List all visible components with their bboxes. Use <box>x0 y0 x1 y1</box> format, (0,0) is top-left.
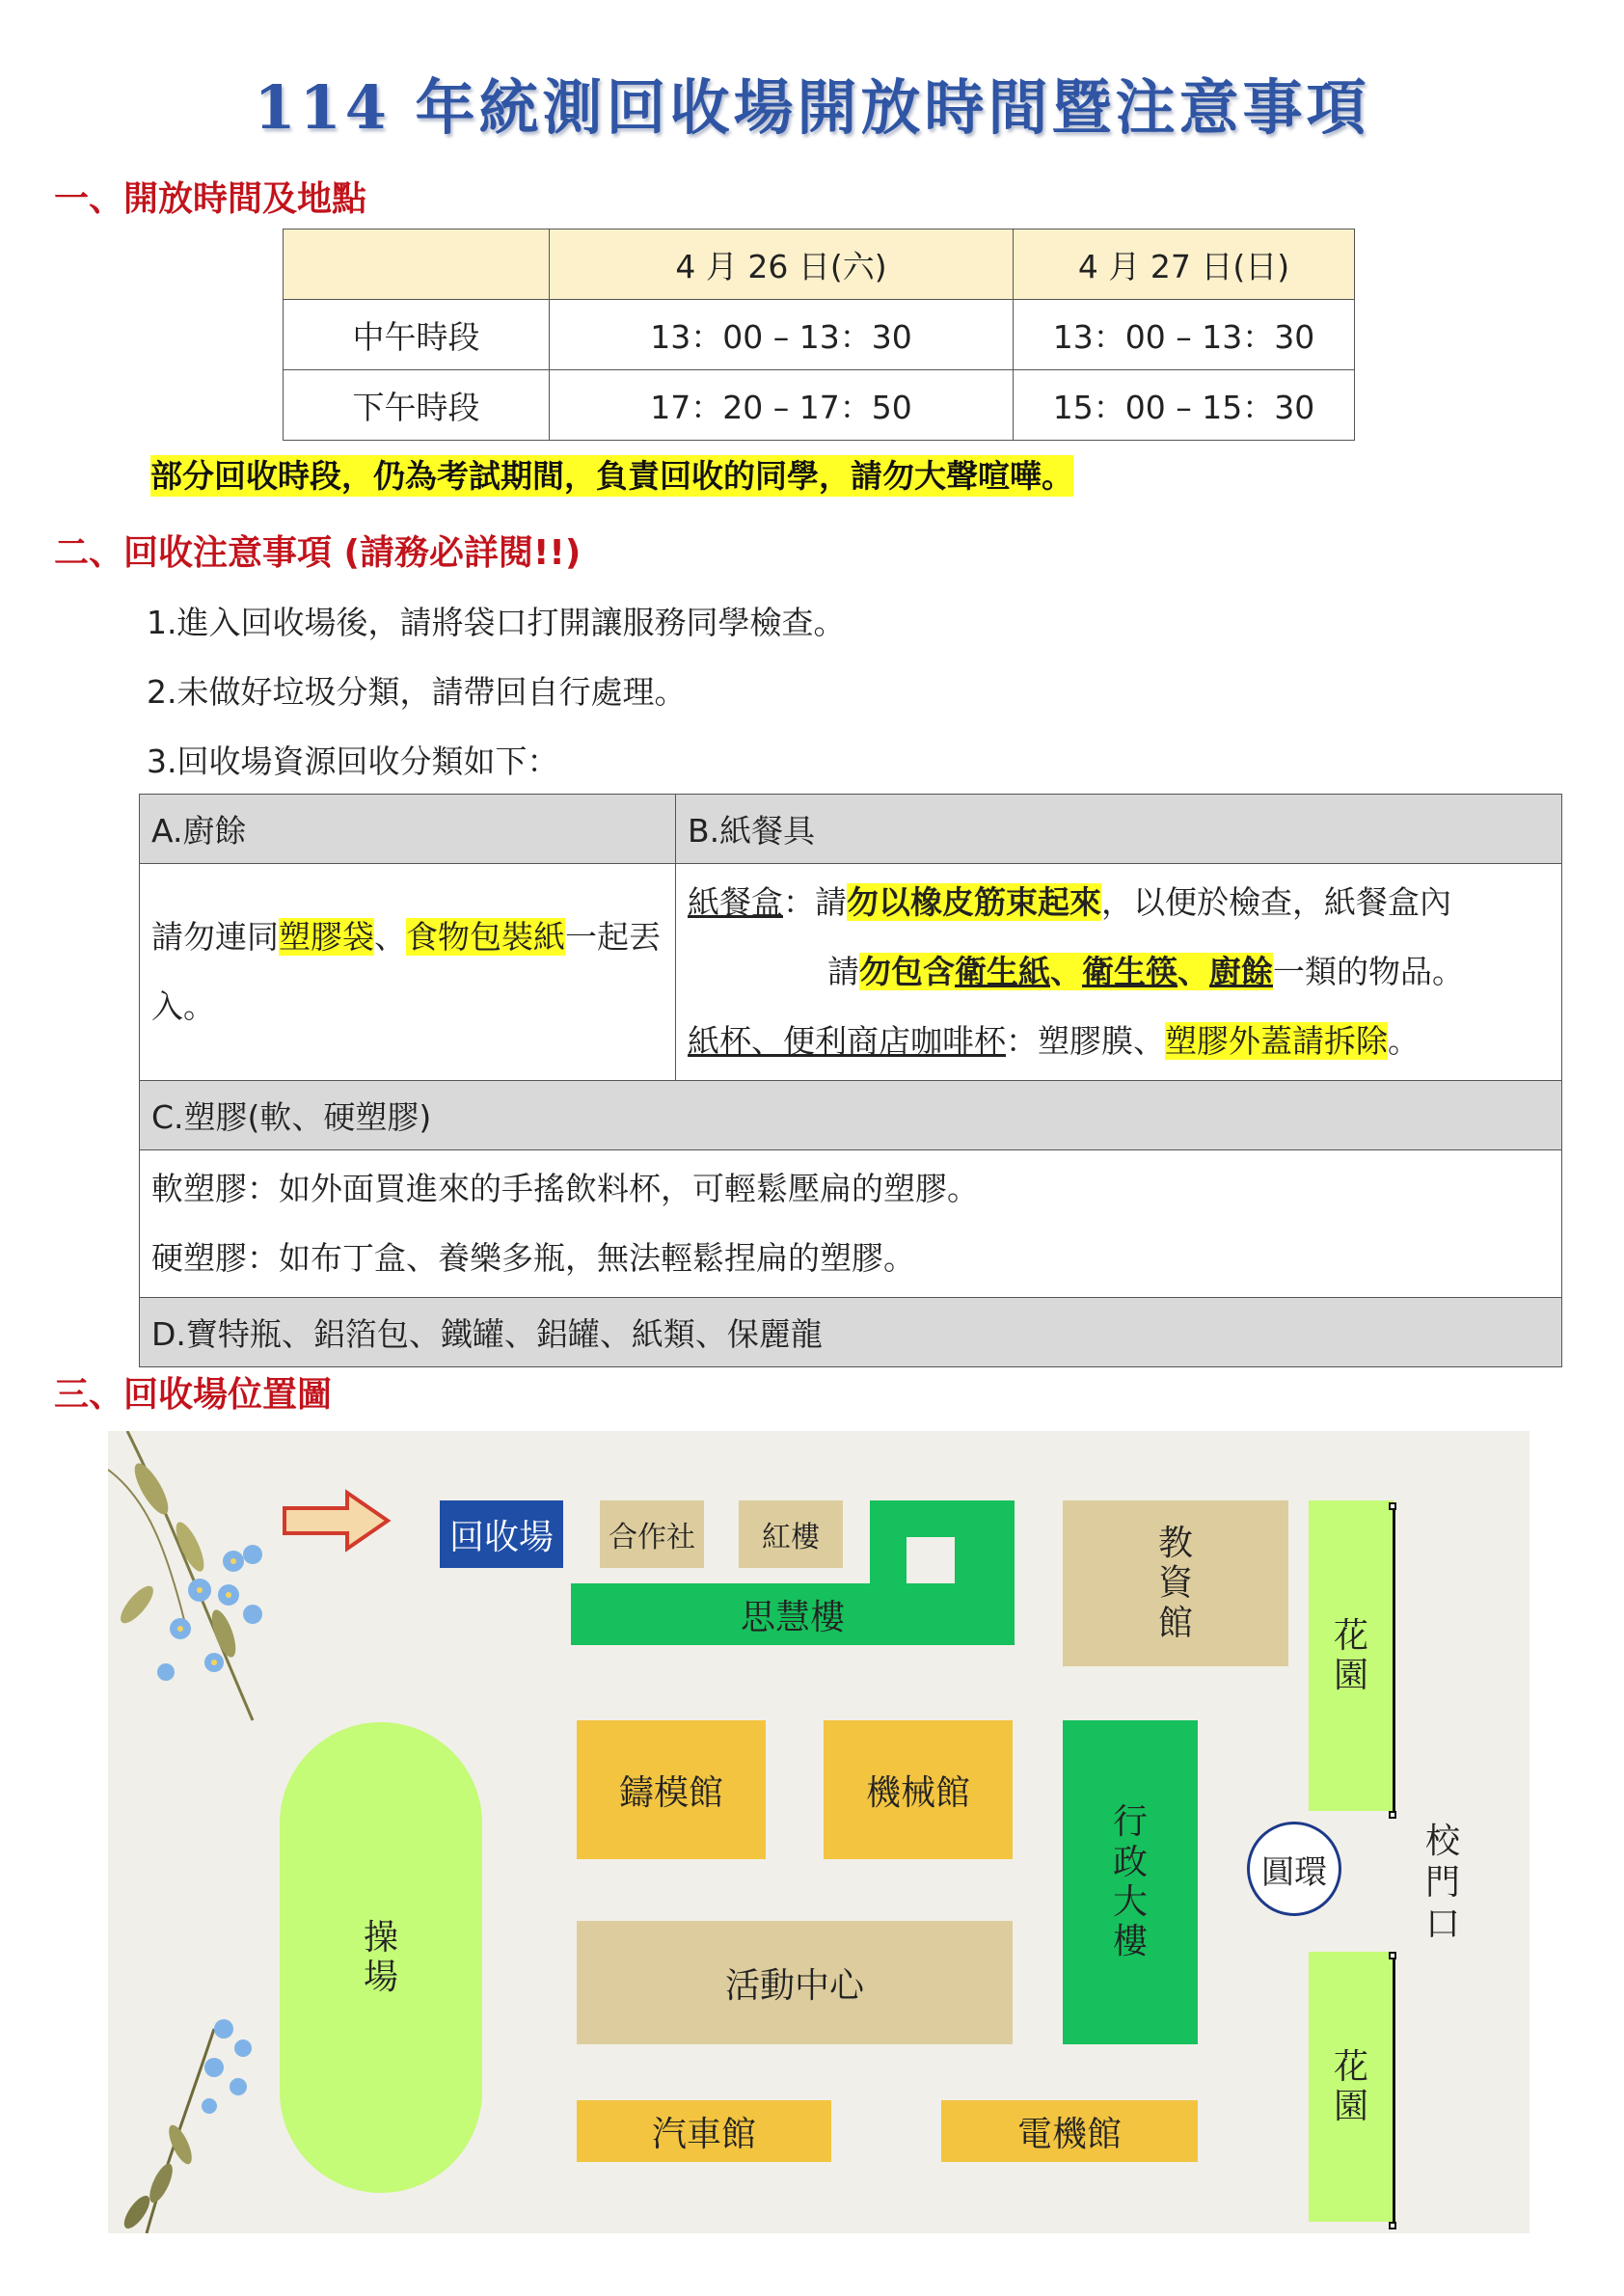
jixie-building: 機械館 <box>824 1720 1013 1859</box>
category-row-d <box>140 1298 1562 1367</box>
paper-cup-line <box>688 1007 1550 1076</box>
garden-char: 園 <box>1333 1656 1368 1695</box>
page-title: 114 年統測回收場開放時間暨注意事項 <box>254 72 1370 143</box>
playground <box>280 1722 482 2193</box>
gate-char: 門 <box>1425 1863 1461 1904</box>
text: ：請 <box>783 883 847 921</box>
category-a-body <box>140 864 676 1081</box>
section1-heading: 一、開放時間及地點 <box>54 179 367 219</box>
floral-decoration-bottom <box>108 1952 301 2233</box>
category-c-title: C.塑膠(軟、硬塑膠) <box>140 1081 1562 1150</box>
text: 一起丟入。 <box>151 918 661 1025</box>
garden-char: 花 <box>1333 1615 1368 1656</box>
arrow-icon <box>280 1487 395 1554</box>
text: 請勿連同 <box>151 918 279 956</box>
category-a-title: A.廚餘 <box>140 795 676 864</box>
recycle-site: 回收場 <box>440 1500 563 1568</box>
category-d-title: D.寶特瓶、鋁箔包、鐵罐、鋁罐、紙類、保麗龍 <box>140 1298 1562 1367</box>
schedule-cell: 15：00 – 15：30 <box>1014 370 1355 441</box>
schedule-row-noon <box>284 300 1355 370</box>
admin-char: 大 <box>1112 1882 1148 1922</box>
category-b-body <box>676 864 1562 1081</box>
school-gate <box>1425 1821 1460 1946</box>
playground-char: 場 <box>363 1958 398 1997</box>
highlight-no-rubber-band: 勿以橡皮筋束起來 <box>847 883 1101 921</box>
text: 。 <box>1388 1022 1420 1060</box>
admin-char: 行 <box>1112 1802 1148 1843</box>
jiaozi-char: 館 <box>1157 1603 1193 1643</box>
highlight-sep: 、 <box>1177 953 1209 990</box>
highlight-tissue: 衛生紙 <box>955 953 1050 990</box>
admin-char: 政 <box>1112 1842 1148 1882</box>
red-building: 紅樓 <box>739 1500 843 1568</box>
schedule-cell: 17：20 – 17：50 <box>550 370 1014 441</box>
schedule-row-afternoon <box>284 370 1355 441</box>
category-row-c-title <box>140 1081 1562 1150</box>
roundabout: 圓環 <box>1247 1822 1341 1916</box>
text: 請 <box>827 953 859 990</box>
playground-char: 操 <box>363 1917 398 1958</box>
gate-char: 口 <box>1425 1904 1461 1945</box>
paper-box-line <box>688 868 1550 937</box>
admin-building <box>1063 1720 1198 2044</box>
text: ：塑膠膜、 <box>1006 1022 1165 1060</box>
schedule-header-blank <box>284 230 550 300</box>
campus-map <box>108 1431 1529 2233</box>
text: ，以便於檢查，紙餐盒內 <box>1101 883 1451 921</box>
highlight-food-wrap: 食物包裝紙 <box>406 918 565 956</box>
jiaozi-char: 資 <box>1157 1563 1193 1604</box>
category-table <box>139 794 1562 1367</box>
coop-building: 合作社 <box>600 1500 704 1568</box>
schedule-header-day1: 4 月 26 日(六) <box>550 230 1014 300</box>
category-row-c-body <box>140 1150 1562 1298</box>
hard-plastic-line: 硬塑膠：如布丁盒、養樂多瓶，無法輕鬆捏扁的塑膠。 <box>151 1239 915 1277</box>
highlight-food-waste: 廚餘 <box>1209 953 1273 990</box>
gate-line-top <box>1393 1508 1395 1813</box>
schedule-cell: 13：00 – 13：30 <box>1014 300 1355 370</box>
garden-top <box>1309 1500 1394 1811</box>
category-row-ab-title <box>140 795 1562 864</box>
schedule-table <box>283 229 1355 441</box>
highlight-no-contain: 勿包含 <box>859 953 955 990</box>
qiche-building: 汽車館 <box>577 2100 831 2162</box>
category-c-body <box>140 1150 1562 1298</box>
category-b-title: B.紙餐具 <box>676 795 1562 864</box>
sihui-building-wing-right <box>955 1500 1015 1587</box>
zhumo-building: 鑄模館 <box>577 1720 766 1859</box>
paper-cup-label: 紙杯、便利商店咖啡杯 <box>688 1022 1006 1060</box>
dianji-building: 電機館 <box>941 2100 1198 2162</box>
highlight-sep: 、 <box>1050 953 1082 990</box>
jiaozi-building <box>1063 1500 1288 1666</box>
garden-char: 花 <box>1333 2046 1368 2087</box>
step-1: 1.進入回收場後，請將袋口打開讓服務同學檢查。 <box>147 604 846 641</box>
text: 、 <box>374 918 406 956</box>
quiet-note <box>150 451 1073 497</box>
schedule-cell: 中午時段 <box>284 300 550 370</box>
garden-char: 園 <box>1333 2087 1368 2126</box>
highlight-plastic-bag: 塑膠袋 <box>279 918 374 956</box>
quiet-note-text: 部分回收時段，仍為考試期間，負責回收的同學，請勿大聲喧嘩。 <box>150 457 1073 495</box>
paper-box-line-2 <box>688 937 1550 1007</box>
highlight-remove-lid: 塑膠外蓋請拆除 <box>1165 1022 1388 1060</box>
activity-center: 活動中心 <box>577 1921 1013 2044</box>
section3-heading: 三、回收場位置圖 <box>54 1375 333 1415</box>
schedule-cell: 13：00 – 13：30 <box>550 300 1014 370</box>
garden-bottom <box>1309 1952 1394 2222</box>
section2-heading: 二、回收注意事項 (請務必詳閱!!) <box>54 533 582 573</box>
gate-line-bottom <box>1393 1958 1395 2224</box>
sihui-building: 思慧樓 <box>571 1583 1015 1645</box>
text: 一類的物品。 <box>1273 953 1464 990</box>
schedule-cell: 下午時段 <box>284 370 550 441</box>
step-3: 3.回收場資源回收分類如下： <box>147 743 559 780</box>
schedule-header-day2: 4 月 27 日(日) <box>1014 230 1355 300</box>
step-2: 2.未做好垃圾分類，請帶回自行處理。 <box>147 673 687 711</box>
soft-plastic-line: 軟塑膠：如外面買進來的手搖飲料杯，可輕鬆壓扁的塑膠。 <box>151 1170 979 1207</box>
highlight-chopsticks: 衛生筷 <box>1082 953 1177 990</box>
admin-char: 樓 <box>1112 1922 1148 1962</box>
category-row-ab-body <box>140 864 1562 1081</box>
paper-box-label: 紙餐盒 <box>688 883 783 921</box>
jiaozi-char: 教 <box>1157 1523 1193 1563</box>
gate-char: 校 <box>1425 1822 1461 1861</box>
schedule-header-row <box>284 230 1355 300</box>
floral-decoration-top <box>108 1431 320 1778</box>
